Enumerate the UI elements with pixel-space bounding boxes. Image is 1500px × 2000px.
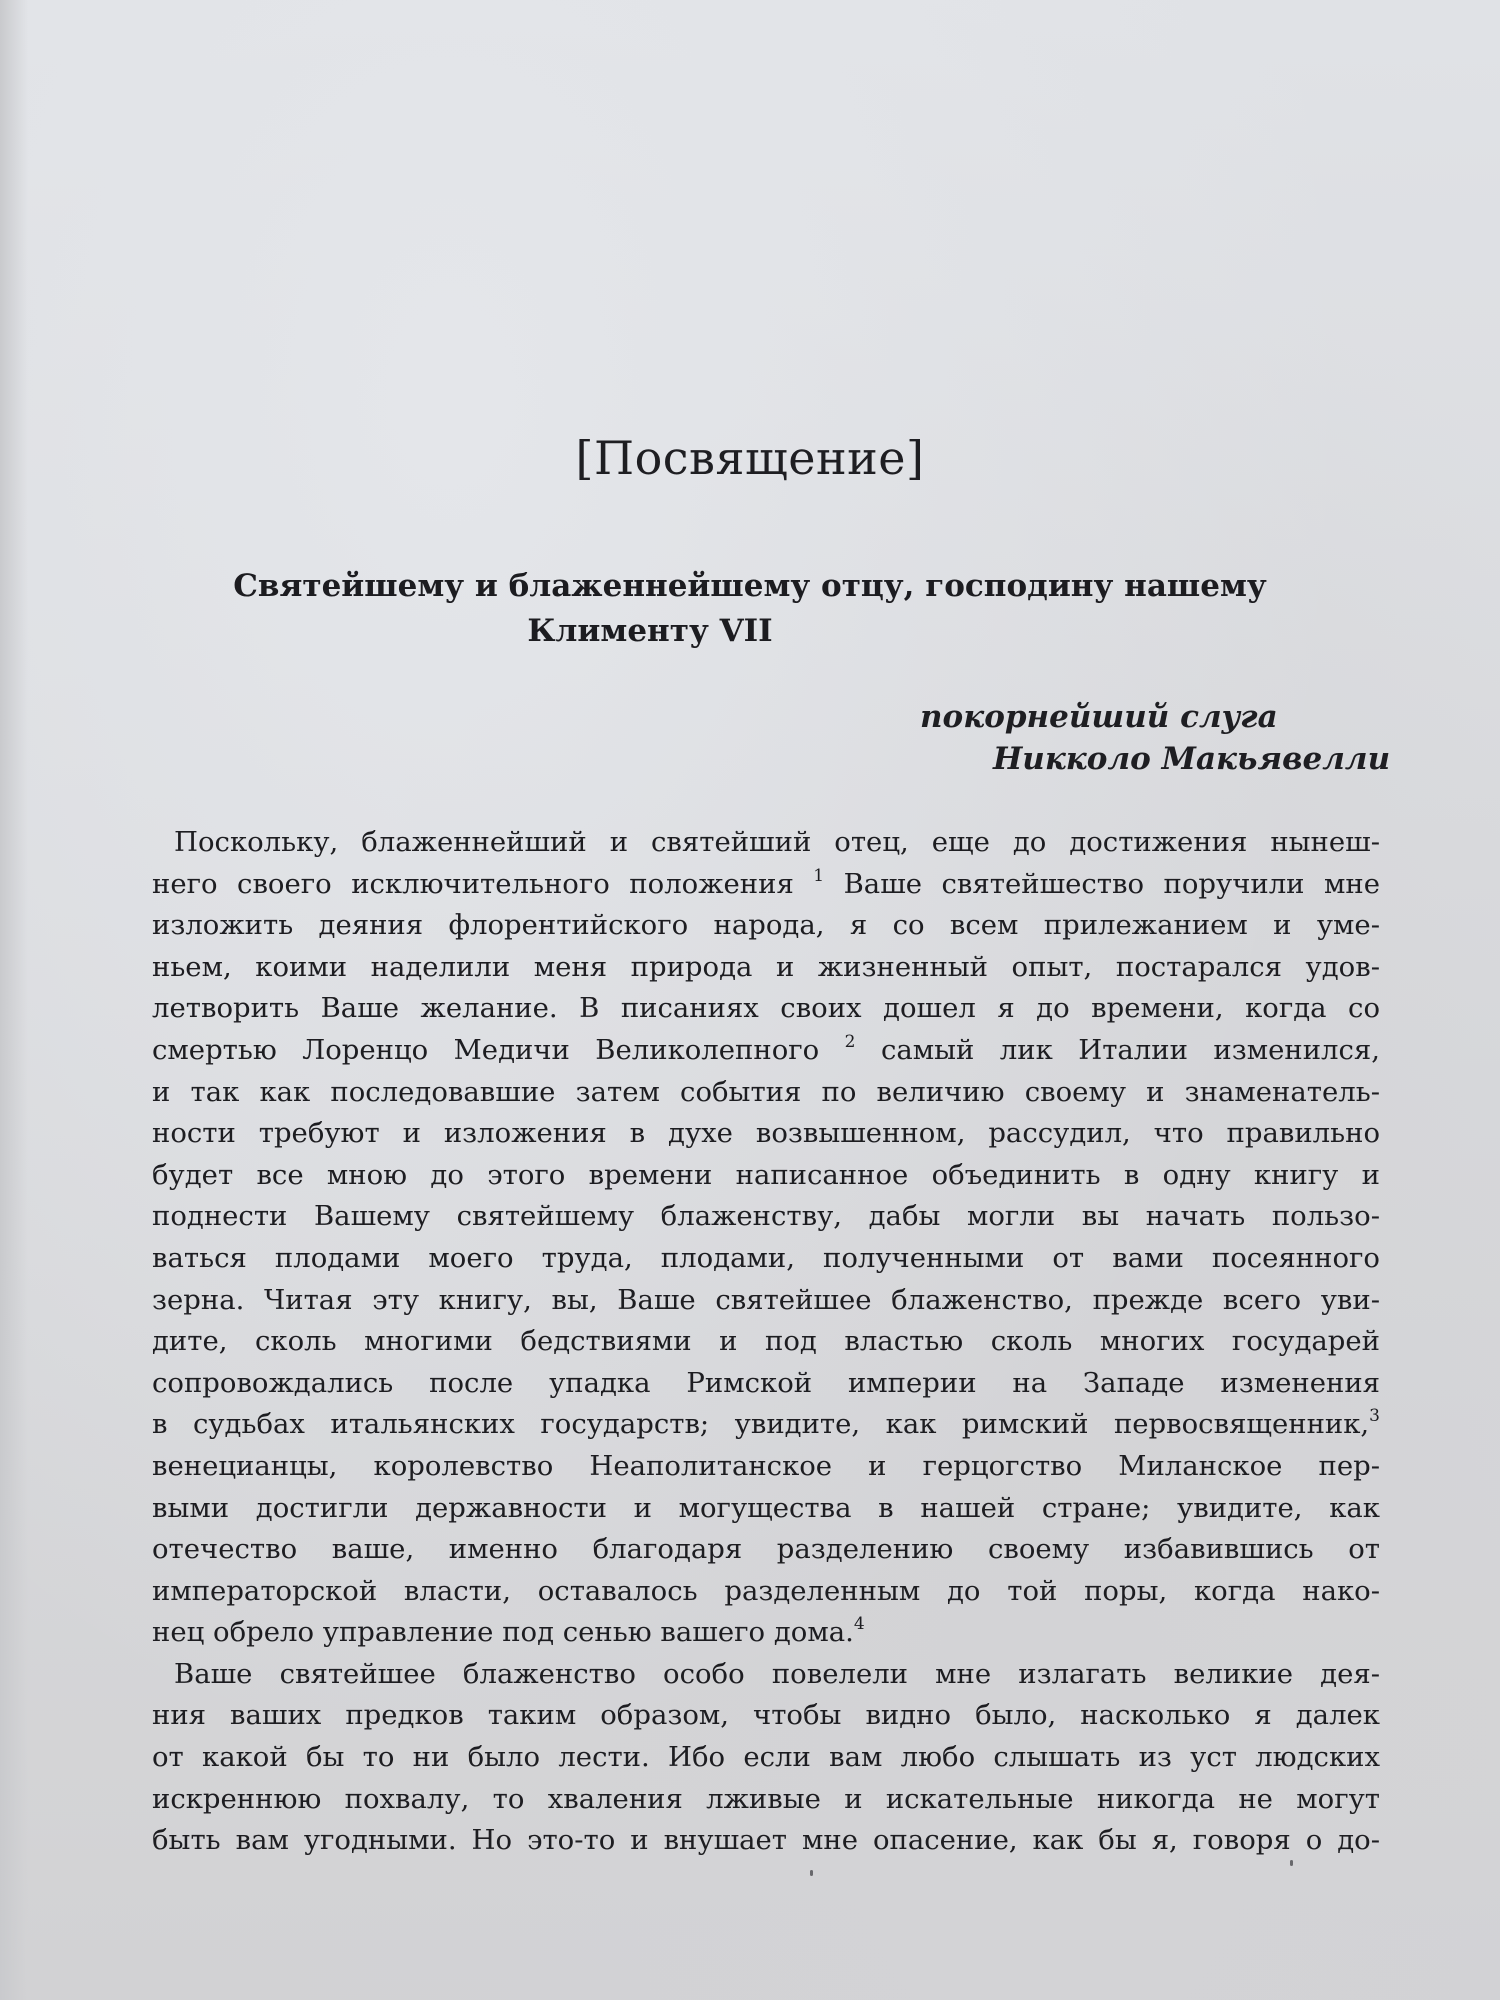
paper-speck	[1290, 1860, 1293, 1866]
paper-speck	[810, 1870, 813, 1876]
text-line	[152, 1737, 1380, 1779]
text-line-content: дите, сколь многими бедствиями и под властью сколь многих государей	[152, 1325, 1380, 1358]
text-line	[152, 1488, 1380, 1530]
text-line-content: изложить деяния флорентийского народа, я со всем прилежанием и уме-	[152, 909, 1380, 942]
text-line	[152, 1030, 1380, 1072]
text-line	[152, 1779, 1380, 1821]
text-line	[152, 1321, 1380, 1363]
footnote-marker: 2	[844, 1031, 856, 1052]
text-line	[152, 1196, 1380, 1238]
text-line	[152, 822, 1380, 864]
page-heading: [Посвящение]	[575, 430, 925, 485]
body-text	[152, 822, 1380, 1862]
text-line-content: быть вам угодными. Но это-то и внушает мне опасение, как бы я, говоря о до-	[152, 1824, 1380, 1857]
text-line-content: будет все мною до этого времени написанное объединить в одну книгу и	[152, 1158, 1380, 1191]
address-line-1: Святейшему и блаженнейшему отцу, господину нашему	[233, 568, 1267, 604]
text-line-content: и так как последовавшие затем события по величию своему и знаменатель-	[152, 1075, 1380, 1108]
signature-line-1: покорнейший слуга	[920, 699, 1278, 735]
text-line	[152, 1113, 1380, 1155]
signature-block	[850, 696, 1410, 780]
text-line-content: поднести Вашему святейшему блаженству, дабы могли вы начать пользо-	[152, 1200, 1380, 1233]
text-line-content: летворить Ваше желание. В писаниях своих дошел я до времени, когда со	[152, 992, 1380, 1025]
text-line-content: выми достигли державности и могущества в нашей стране; увидите, как	[152, 1491, 1380, 1524]
text-line-content: от какой бы то ни было лести. Ибо если вам любо слышать из уст людских	[152, 1741, 1380, 1774]
footnote-marker: 4	[853, 1614, 865, 1635]
page-edge-shadow	[0, 0, 28, 2000]
text-line-content: него своего исключительного положения	[152, 867, 814, 900]
text-line-content: ваться плодами моего труда, плодами, полученными от вами посеянного	[152, 1241, 1380, 1274]
address-line-2: Клименту VII	[527, 613, 773, 649]
text-line-content: в судьбах итальянских государств; увидите, как римский первосвященник,	[152, 1408, 1370, 1441]
text-line	[152, 1155, 1380, 1197]
text-line	[152, 1238, 1380, 1280]
footnote-marker: 3	[1369, 1406, 1380, 1427]
text-line	[152, 1654, 1380, 1696]
text-line-content: императорской власти, оставалось разделенным до той поры, когда нако-	[152, 1574, 1380, 1607]
text-line	[152, 1695, 1380, 1737]
text-line	[152, 1363, 1380, 1405]
text-line	[152, 905, 1380, 947]
text-line	[152, 1072, 1380, 1114]
text-line	[152, 1280, 1380, 1322]
text-line	[152, 1612, 1380, 1654]
text-line-content: Ваше святейшее блаженство особо повелели мне излагать великие дея-	[174, 1657, 1380, 1690]
text-line	[152, 1571, 1380, 1613]
text-line	[152, 1529, 1380, 1571]
text-line	[152, 1820, 1380, 1862]
text-line	[152, 988, 1380, 1030]
dedication-address	[0, 564, 1500, 654]
text-line	[152, 864, 1380, 906]
footnote-marker: 1	[813, 865, 825, 886]
signature-line-2: Никколо Макьявелли	[993, 741, 1391, 777]
text-line-content: искреннюю похвалу, то хваления лживые и искательные никогда не могут	[152, 1782, 1380, 1815]
text-line-content: Поскольку, блаженнейший и святейший отец, еще до достижения нынеш-	[174, 826, 1380, 858]
text-line	[152, 1404, 1380, 1446]
text-line-content: смертью Лоренцо Медичи Великолепного	[152, 1033, 845, 1066]
text-line-content: ньем, коими наделили меня природа и жизненный опыт, постарался удов-	[152, 950, 1380, 983]
text-line	[152, 1446, 1380, 1488]
text-line-content: отечество ваше, именно благодаря разделению своему избавившись от	[152, 1533, 1380, 1566]
text-line-content: сопровождались после упадка Римской империи на Западе изменения	[152, 1366, 1380, 1399]
text-line-content: ния ваших предков таким образом, чтобы видно было, насколько я далек	[152, 1699, 1380, 1732]
text-line-continuation: самый лик Италии изменился,	[855, 1033, 1380, 1066]
text-line-content: венецианцы, королевство Неаполитанское и герцогство Миланское пер-	[152, 1449, 1380, 1482]
text-line-content: нец обрело управление под сенью вашего дома.	[152, 1616, 854, 1649]
text-line	[152, 947, 1380, 989]
text-line-content: ности требуют и изложения в духе возвышенном, рассудил, что правильно	[152, 1117, 1380, 1150]
text-line-content: зерна. Читая эту книгу, вы, Ваше святейшее блаженство, прежде всего уви-	[152, 1283, 1380, 1316]
text-line-continuation: Ваше святейшество поручили мне	[824, 867, 1380, 900]
